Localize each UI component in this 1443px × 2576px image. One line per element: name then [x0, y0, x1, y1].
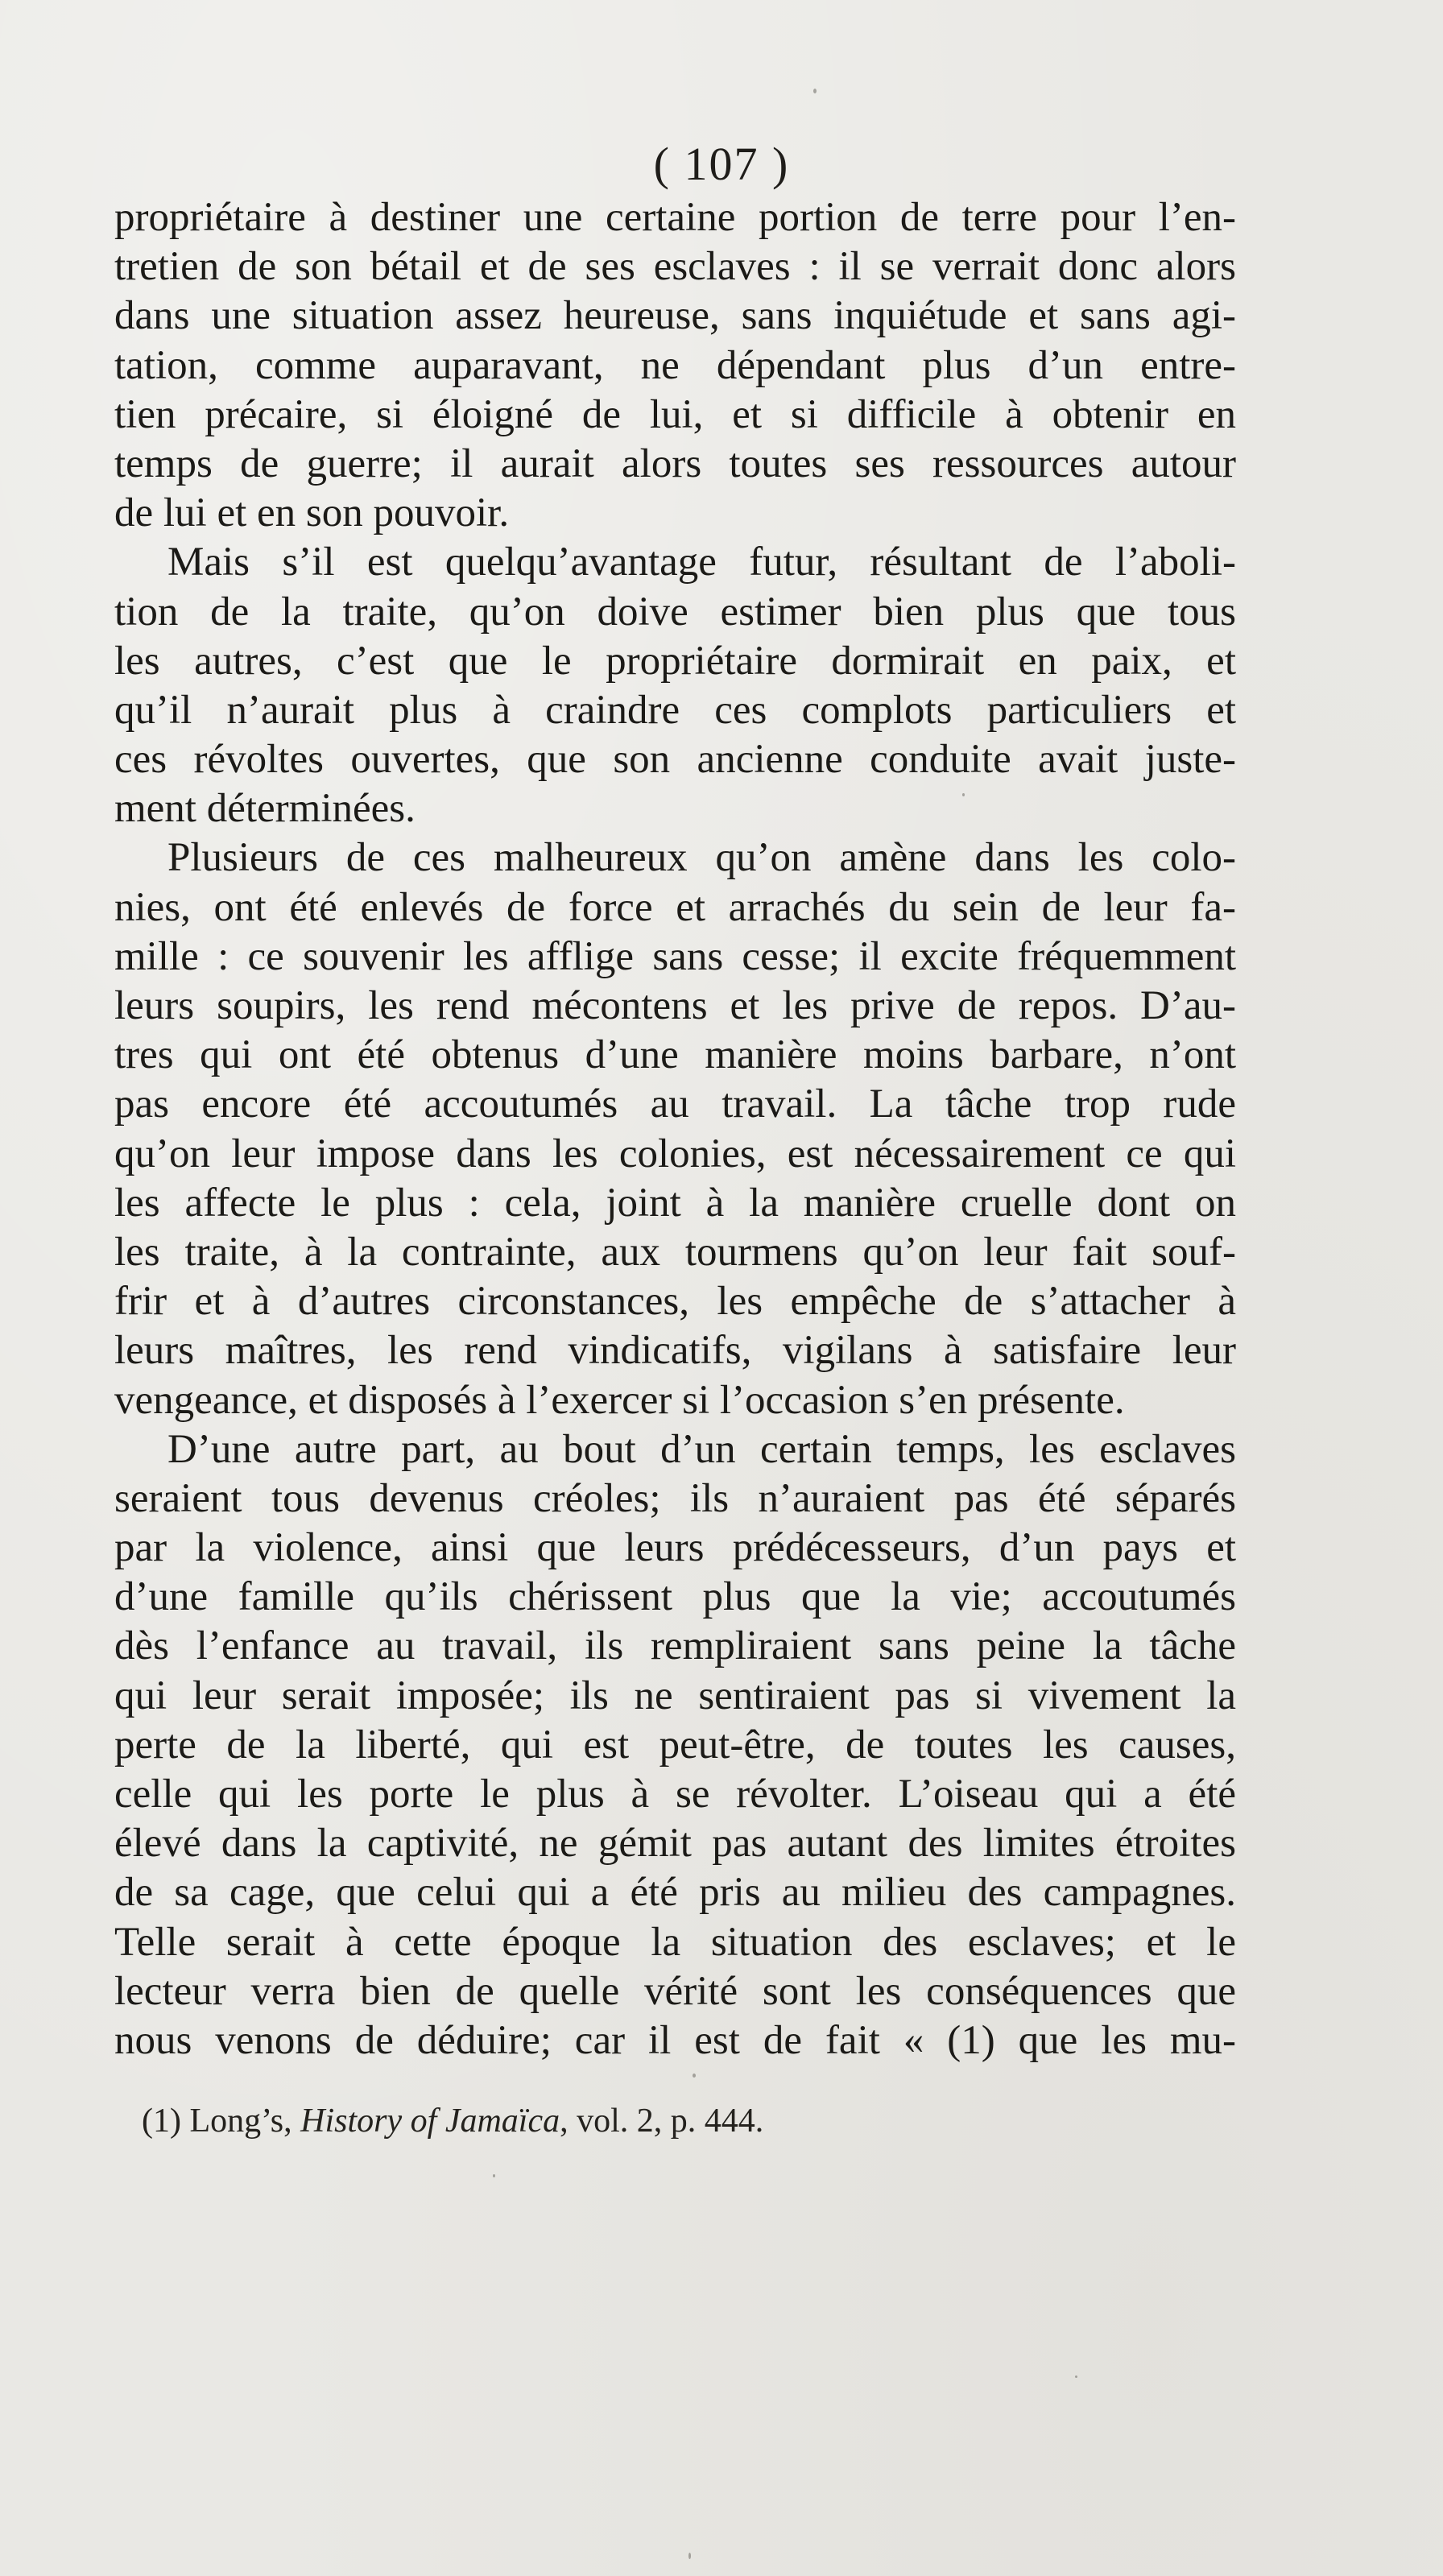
- text-line: Mais s’il est quelqu’avantage futur, résultant de l’aboli-: [167, 540, 1236, 585]
- text-line: tation, comme auparavant, ne dépendant plus d’un entre-: [114, 342, 1236, 388]
- paper-speck: [962, 793, 965, 796]
- text-line: les traite, à la contrainte, aux tourmens qu’on leur fait souf-: [114, 1229, 1236, 1275]
- footnote-reference: , vol. 2, p. 444.: [560, 2103, 764, 2140]
- footnote-marker: (1): [142, 2103, 181, 2140]
- text-line: tion de la traite, qu’on doive estimer bien plus que tous: [114, 589, 1236, 635]
- text-line: élevé dans la captivité, ne gémit pas autant des limites étroites: [114, 1821, 1236, 1867]
- paper-speck: [688, 2553, 691, 2559]
- text-line: d’une famille qu’ils chérissent plus que la vie; accoutumés: [114, 1574, 1236, 1620]
- text-line: nous venons de déduire; car il est de fait « (1) que les mu-: [114, 2017, 1236, 2063]
- text-line: seraient tous devenus créoles; ils n’auraient pas été séparés: [114, 1475, 1236, 1521]
- paper-speck: [693, 2074, 696, 2078]
- text-line: Telle serait à cette époque la situation des esclaves; et le: [114, 1919, 1236, 1965]
- text-line: ces révoltes ouvertes, que son ancienne conduite avait juste-: [114, 737, 1236, 783]
- paper-speck: [493, 2174, 495, 2177]
- text-line: pas encore été accoutumés au travail. La tâche trop rude: [114, 1081, 1236, 1127]
- text-line: qui leur serait imposée; ils ne sentiraient pas si vivement la: [114, 1673, 1236, 1718]
- text-line: nies, ont été enlevés de force et arrachés du sein de leur fa-: [114, 884, 1236, 930]
- text-line: qu’on leur impose dans les colonies, est nécessairement ce qui: [114, 1131, 1236, 1176]
- text-line: par la violence, ainsi que leurs prédécesseurs, d’un pays et: [114, 1525, 1236, 1571]
- text-line: celle qui les porte le plus à se révolter. L’oiseau qui a été: [114, 1772, 1236, 1817]
- body-text: [114, 193, 1236, 2065]
- paragraph: [114, 1425, 1236, 2065]
- text-line: D’une autre part, au bout d’un certain temps, les esclaves: [167, 1426, 1236, 1472]
- text-line: lecteur verra bien de quelle vérité sont les conséquences que: [114, 1968, 1236, 2014]
- text-line: ment déterminées.: [114, 786, 416, 832]
- footnote: [142, 2102, 763, 2140]
- footnote-title: History of Jamaïca: [300, 2103, 560, 2140]
- text-line: frir et à d’autres circonstances, les empêche de s’attacher à: [114, 1279, 1236, 1325]
- text-line: perte de la liberté, qui est peut-être, de toutes les causes,: [114, 1722, 1236, 1768]
- footnote-author: Long’s,: [189, 2103, 292, 2140]
- text-line: tretien de son bétail et de ses esclaves : il se verrait donc alors: [114, 244, 1236, 290]
- paper-speck: [813, 89, 817, 93]
- text-line: propriétaire à destiner une certaine portion de terre pour l’en-: [114, 195, 1236, 240]
- text-line: les affecte le plus : cela, joint à la manière cruelle dont on: [114, 1180, 1236, 1226]
- text-line: de sa cage, que celui qui a été pris au milieu des campagnes.: [114, 1870, 1236, 1916]
- text-line: leurs maîtres, les rend vindicatifs, vigilans à satisfaire leur: [114, 1328, 1236, 1374]
- text-line: qu’il n’aurait plus à craindre ces complots particuliers et: [114, 687, 1236, 733]
- text-line: temps de guerre; il aurait alors toutes ses ressources autour: [114, 440, 1236, 486]
- text-line: leurs soupirs, les rend mécontens et les prive de repos. D’au-: [114, 983, 1236, 1028]
- paragraph: [114, 193, 1236, 538]
- text-line: Plusieurs de ces malheureux qu’on amène dans les colo-: [167, 835, 1236, 881]
- page-number: ( 107 ): [653, 138, 790, 190]
- text-line: les autres, c’est que le propriétaire dormirait en paix, et: [114, 638, 1236, 684]
- paragraph: [114, 538, 1236, 833]
- text-line: tien précaire, si éloigné de lui, et si difficile à obtenir en: [114, 391, 1236, 437]
- text-line: mille : ce souvenir les afflige sans cesse; il excite fréquemment: [114, 933, 1236, 979]
- text-line: dans une situation assez heureuse, sans inquiétude et sans agi-: [114, 293, 1236, 339]
- text-line: de lui et en son pouvoir.: [114, 490, 510, 536]
- text-line: dès l’enfance au travail, ils rempliraient sans peine la tâche: [114, 1623, 1236, 1669]
- text-line: tres qui ont été obtenus d’une manière moins barbare, n’ont: [114, 1032, 1236, 1078]
- paper-speck: [1075, 2375, 1077, 2378]
- paragraph: [114, 833, 1236, 1424]
- text-line: vengeance, et disposés à l’exercer si l’occasion s’en présente.: [114, 1377, 1125, 1423]
